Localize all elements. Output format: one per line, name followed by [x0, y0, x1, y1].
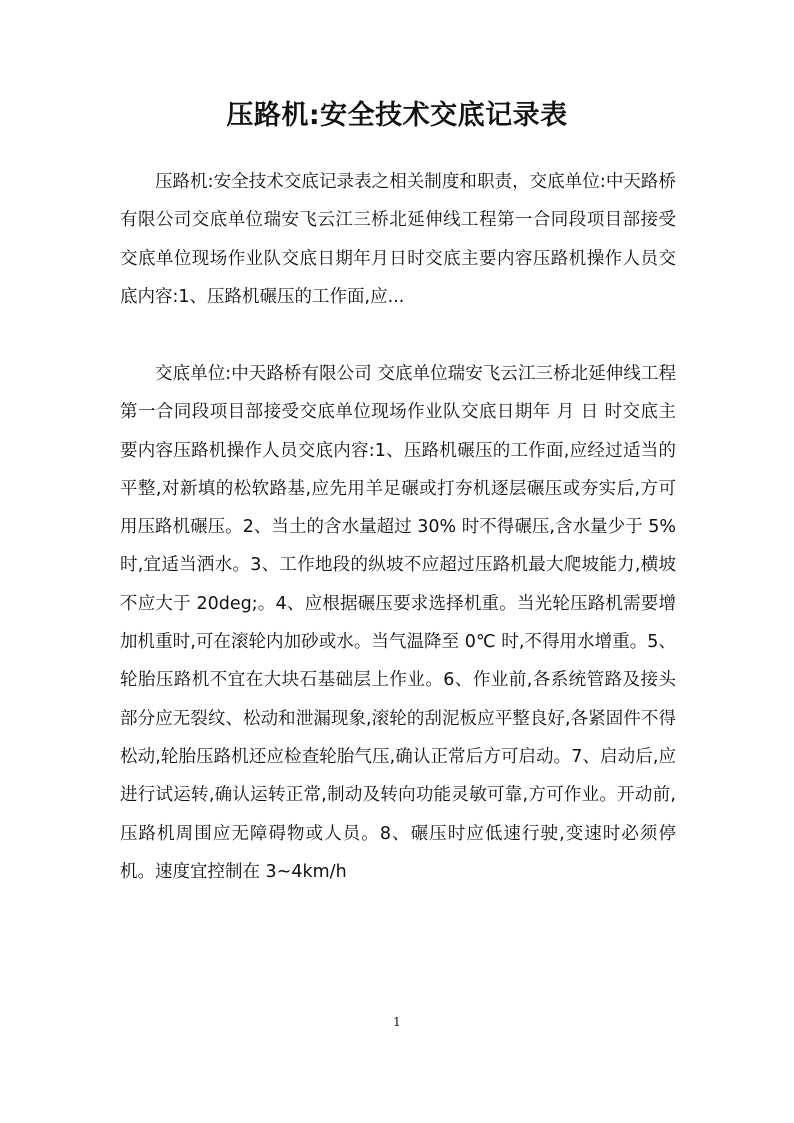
document-title: 压路机:安全技术交底记录表: [226, 100, 568, 131]
page-number: 1: [393, 1015, 401, 1029]
intro-paragraph: 压路机:安全技术交底记录表之相关制度和职责，交底单位:中天路桥有限公司交底单位瑞安飞云江三桥北延伸线工程第一合同段项目部接受交底单位现场作业队交底日期年月日时交底主要内容压路机操作人员交底内容:1、压路机碾压的工作面,应...: [120, 172, 676, 307]
body-paragraph: 交底单位:中天路桥有限公司 交底单位瑞安飞云江三桥北延伸线工程第一合同段项目部接受交底单位现场作业队交底日期年 月 日 时交底主要内容压路机操作人员交底内容:1、压路机碾压的工作面,应经过适当的平整,对新填的松软路基,应先用羊足碾或打夯机逐层碾压或夯实后,方可用压路机碾压。2、当土的含水量超过 30% 时不得碾压,含水量少于 5% 时,宜适当洒水。3、工作地段的纵坡不应超过压路机最大爬坡能力,横坡不应大于 20deg;。4、应根据碾压要求选择机重。当光轮压路机需要增加机重时,可在滚轮内加砂或水。当气温降至 0℃ 时,不得用水增重。5、轮胎压路机不宜在大块石基础层上作业。6、作业前,各系统管路及接头部分应无裂纹、松动和泄漏现象,滚轮的刮泥板应平整良好,各紧固件不得松动,轮胎压路机还应检查轮胎气压,确认正常后方可启动。7、启动后,应进行试运转,确认运转正常,制动及转向功能灵敏可靠,方可作业。开动前,压路机周围应无障碍物或人员。8、碾压时应低速行驶,变速时必须停机。速度宜控制在 3~4km/h: [120, 364, 676, 882]
